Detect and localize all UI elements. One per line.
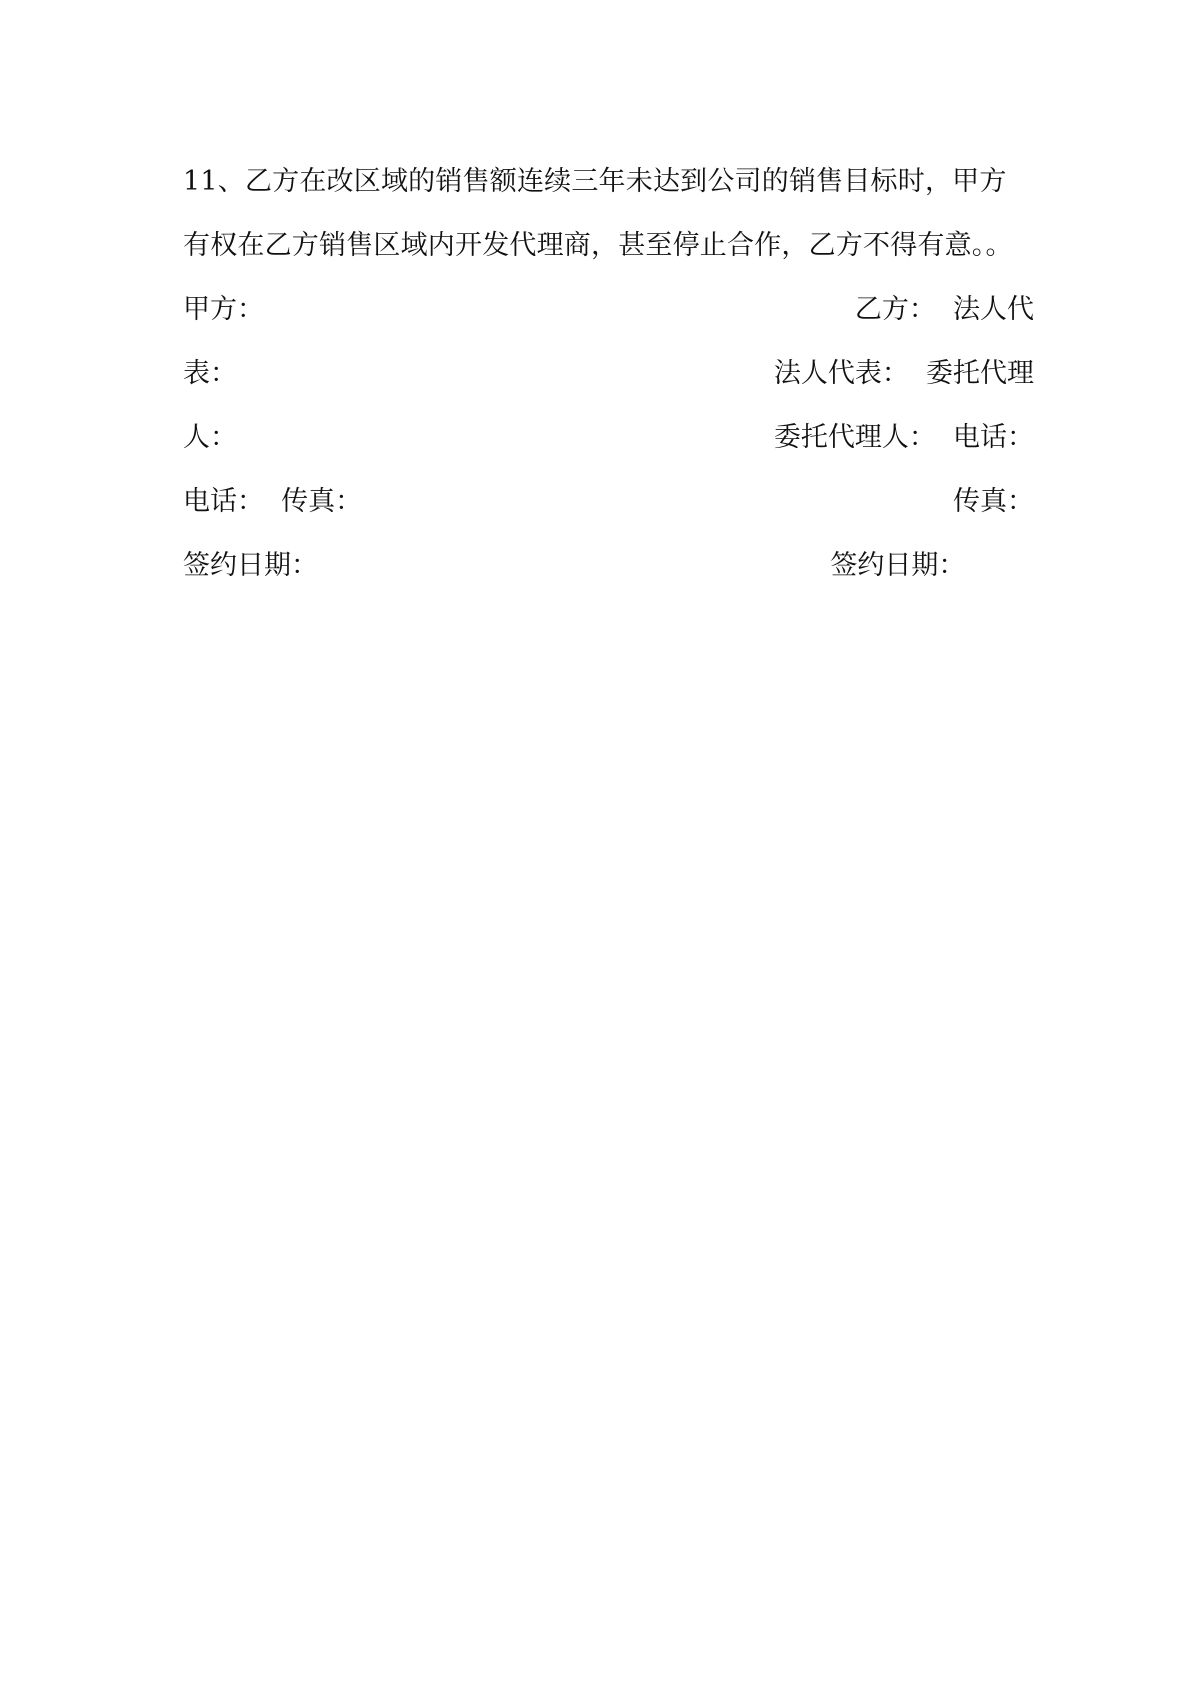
signing-date-label-b: 签约日期： <box>830 550 1034 581</box>
signature-row <box>183 470 1034 534</box>
signature-row <box>183 406 1034 470</box>
party-b-label: 乙方： 法人代 <box>854 294 1034 325</box>
agent-label-a: 人： <box>183 422 237 453</box>
document-body <box>183 150 1034 598</box>
signature-row <box>183 278 1034 342</box>
representative-label-a: 表： <box>183 358 237 389</box>
fax-label-b: 传真： <box>953 486 1034 517</box>
signing-date-label-a: 签约日期： <box>183 550 318 581</box>
representative-label-b: 法人代表： 委托代理 <box>773 358 1034 389</box>
clause-line-2: 有权在乙方销售区域内开发代理商，甚至停止合作，乙方不得有意。。 <box>183 230 1013 261</box>
signature-row <box>183 342 1034 406</box>
agent-label-b: 委托代理人： 电话： <box>773 422 1034 453</box>
signature-row <box>183 534 1034 598</box>
clause-line-1: 11、乙方在改区域的销售额连续三年未达到公司的销售目标时，甲方 <box>183 166 1007 197</box>
phone-fax-label-a: 电话： 传真： <box>183 486 363 517</box>
party-a-label: 甲方： <box>183 294 264 325</box>
